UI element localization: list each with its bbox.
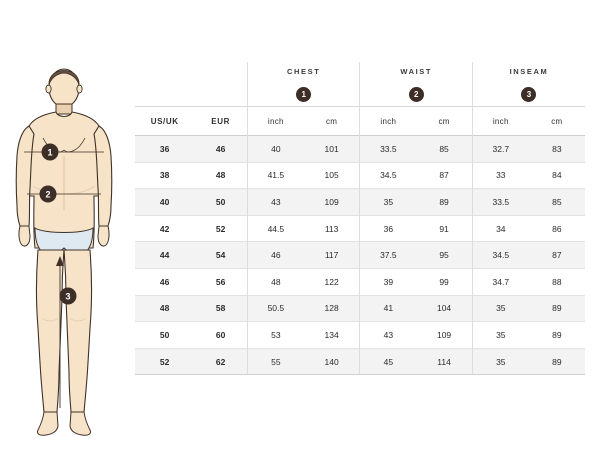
- group-header-spacer-1: [135, 62, 194, 80]
- size-table-head: [135, 62, 585, 136]
- cell-chest-cm: 122: [304, 268, 360, 295]
- figure-badge-2-label: 2: [45, 189, 51, 200]
- cell-eur: 50: [194, 189, 247, 216]
- cell-inseam-inch: 34.7: [472, 268, 528, 295]
- cell-eur: 48: [194, 162, 247, 189]
- cell-inseam-inch: 35: [472, 348, 528, 375]
- cell-inseam-cm: 83: [529, 136, 585, 163]
- table-row: [135, 189, 585, 216]
- cell-chest-inch: 44.5: [247, 215, 303, 242]
- cell-chest-inch: 41.5: [247, 162, 303, 189]
- cell-us-uk: 38: [135, 162, 194, 189]
- cell-waist-cm: 114: [416, 348, 472, 375]
- cell-waist-inch: 45: [360, 348, 416, 375]
- cell-inseam-cm: 89: [529, 322, 585, 349]
- figure-badge-1-label: 1: [47, 147, 53, 158]
- cell-waist-inch: 35: [360, 189, 416, 216]
- table-row: [135, 136, 585, 163]
- badge-cell-waist: [360, 80, 472, 107]
- cell-waist-inch: 37.5: [360, 242, 416, 269]
- table-row: [135, 268, 585, 295]
- figure-badge-3: [60, 288, 77, 305]
- cell-waist-cm: 87: [416, 162, 472, 189]
- cell-inseam-inch: 34: [472, 215, 528, 242]
- cell-chest-inch: 43: [247, 189, 303, 216]
- column-header-waist-cm: cm: [416, 107, 472, 136]
- size-table: [135, 62, 585, 375]
- cell-eur: 56: [194, 268, 247, 295]
- cell-eur: 54: [194, 242, 247, 269]
- cell-chest-cm: 101: [304, 136, 360, 163]
- badge-chest: 1: [296, 87, 311, 102]
- group-header-waist: WAIST: [360, 62, 472, 80]
- column-header-row: [135, 107, 585, 136]
- cell-inseam-cm: 84: [529, 162, 585, 189]
- cell-us-uk: 50: [135, 322, 194, 349]
- column-header-chest-inch: inch: [247, 107, 303, 136]
- badge-row: [135, 80, 585, 107]
- cell-inseam-cm: 85: [529, 189, 585, 216]
- group-header-inseam: INSEAM: [472, 62, 585, 80]
- cell-us-uk: 48: [135, 295, 194, 322]
- group-header-chest: CHEST: [247, 62, 359, 80]
- cell-inseam-cm: 86: [529, 215, 585, 242]
- table-row: [135, 322, 585, 349]
- group-header-row: [135, 62, 585, 80]
- cell-us-uk: 52: [135, 348, 194, 375]
- cell-us-uk: 40: [135, 189, 194, 216]
- column-header-eur: EUR: [194, 107, 247, 136]
- column-header-us-uk: US/UK: [135, 107, 194, 136]
- cell-waist-cm: 104: [416, 295, 472, 322]
- size-table-container: [135, 62, 585, 375]
- cell-inseam-inch: 32.7: [472, 136, 528, 163]
- column-header-inseam-cm: cm: [529, 107, 585, 136]
- cell-waist-cm: 109: [416, 322, 472, 349]
- badge-cell-chest: [247, 80, 359, 107]
- cell-inseam-inch: 35: [472, 295, 528, 322]
- cell-waist-cm: 89: [416, 189, 472, 216]
- table-row: [135, 242, 585, 269]
- figure-badge-1: [42, 144, 59, 161]
- cell-waist-inch: 36: [360, 215, 416, 242]
- cell-chest-cm: 113: [304, 215, 360, 242]
- cell-chest-inch: 40: [247, 136, 303, 163]
- cell-us-uk: 42: [135, 215, 194, 242]
- cell-eur: 46: [194, 136, 247, 163]
- cell-eur: 62: [194, 348, 247, 375]
- cell-waist-inch: 41: [360, 295, 416, 322]
- cell-chest-inch: 50.5: [247, 295, 303, 322]
- cell-waist-cm: 85: [416, 136, 472, 163]
- cell-us-uk: 44: [135, 242, 194, 269]
- cell-inseam-cm: 89: [529, 348, 585, 375]
- figure-badge-2: [40, 186, 57, 203]
- cell-waist-inch: 33.5: [360, 136, 416, 163]
- cell-waist-cm: 91: [416, 215, 472, 242]
- cell-chest-cm: 117: [304, 242, 360, 269]
- cell-chest-cm: 105: [304, 162, 360, 189]
- cell-us-uk: 46: [135, 268, 194, 295]
- cell-inseam-inch: 33: [472, 162, 528, 189]
- badge-inseam: 3: [521, 87, 536, 102]
- group-header-spacer-2: [194, 62, 247, 80]
- size-table-body: [135, 136, 585, 375]
- table-row: [135, 348, 585, 375]
- cell-chest-cm: 128: [304, 295, 360, 322]
- column-header-inseam-inch: inch: [472, 107, 528, 136]
- badge-cell-inseam: [472, 80, 585, 107]
- cell-chest-inch: 46: [247, 242, 303, 269]
- cell-inseam-inch: 35: [472, 322, 528, 349]
- column-header-chest-cm: cm: [304, 107, 360, 136]
- cell-eur: 58: [194, 295, 247, 322]
- table-row: [135, 215, 585, 242]
- cell-chest-cm: 109: [304, 189, 360, 216]
- badge-waist: 2: [409, 87, 424, 102]
- cell-chest-cm: 134: [304, 322, 360, 349]
- cell-waist-cm: 95: [416, 242, 472, 269]
- cell-waist-inch: 43: [360, 322, 416, 349]
- cell-chest-cm: 140: [304, 348, 360, 375]
- cell-inseam-inch: 33.5: [472, 189, 528, 216]
- cell-waist-inch: 34.5: [360, 162, 416, 189]
- cell-waist-cm: 99: [416, 268, 472, 295]
- badge-spacer-1: [135, 80, 194, 107]
- cell-inseam-inch: 34.5: [472, 242, 528, 269]
- cell-eur: 60: [194, 322, 247, 349]
- cell-inseam-cm: 87: [529, 242, 585, 269]
- body-figure: [0, 60, 130, 450]
- cell-inseam-cm: 88: [529, 268, 585, 295]
- cell-chest-inch: 55: [247, 348, 303, 375]
- table-row: [135, 295, 585, 322]
- figure-body: [16, 69, 112, 435]
- body-figure-svg: [0, 60, 130, 450]
- cell-chest-inch: 53: [247, 322, 303, 349]
- cell-chest-inch: 48: [247, 268, 303, 295]
- figure-badge-3-label: 3: [65, 291, 71, 302]
- table-row: [135, 162, 585, 189]
- column-header-waist-inch: inch: [360, 107, 416, 136]
- cell-inseam-cm: 89: [529, 295, 585, 322]
- badge-spacer-2: [194, 80, 247, 107]
- cell-waist-inch: 39: [360, 268, 416, 295]
- cell-eur: 52: [194, 215, 247, 242]
- cell-us-uk: 36: [135, 136, 194, 163]
